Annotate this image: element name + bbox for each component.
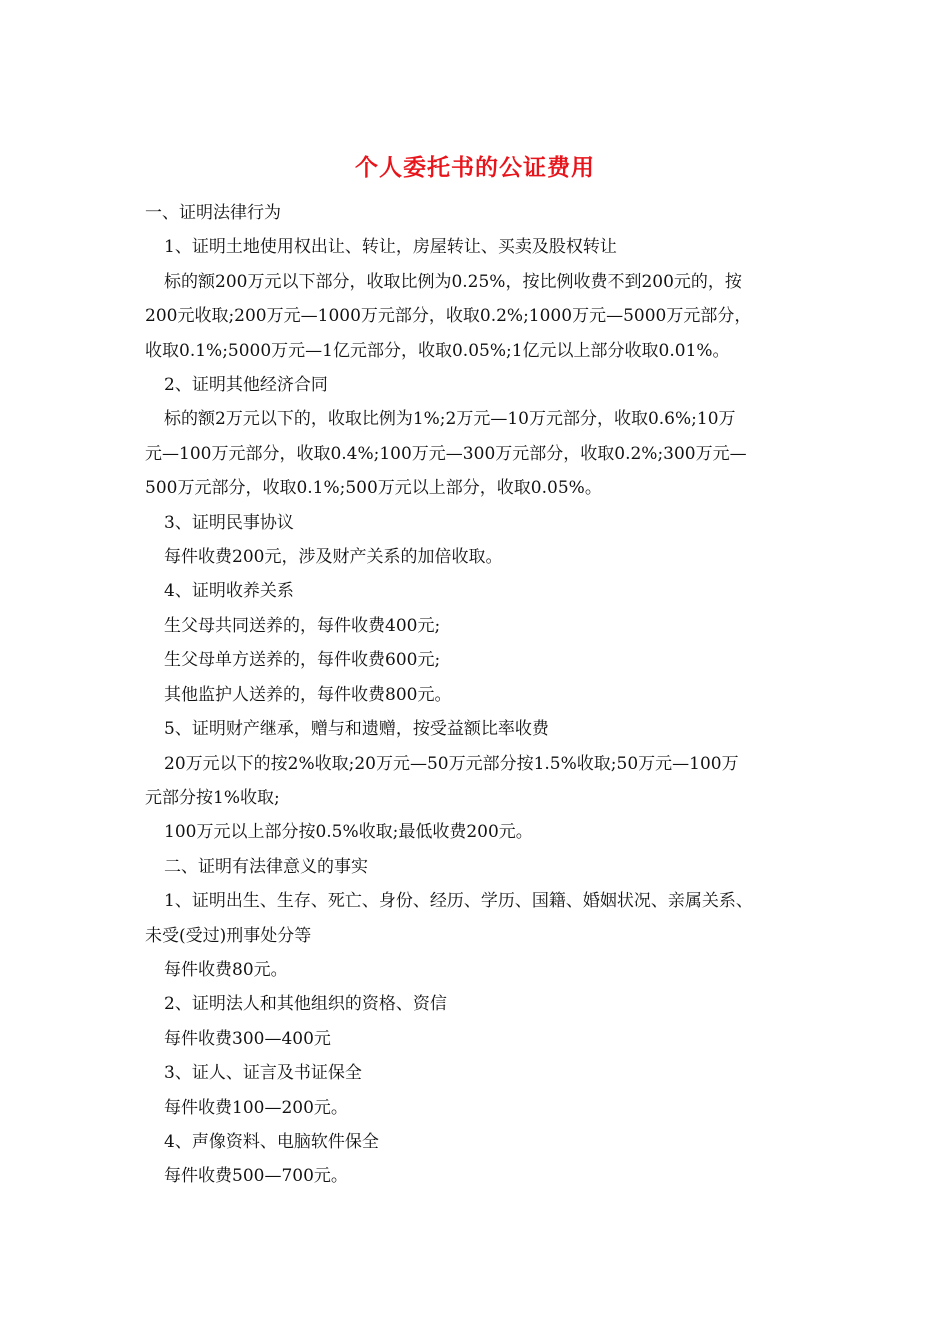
text-line: 元—100万元部分，收取0.4%;100万元—300万元部分，收取0.2%;300万元— bbox=[145, 443, 747, 464]
text-line: 1、证明出生、生存、死亡、身份、经历、学历、国籍、婚姻状况、亲属关系、 bbox=[164, 891, 753, 912]
text-line: 4、声像资料、电脑软件保全 bbox=[164, 1131, 379, 1152]
document-body bbox=[145, 196, 825, 1194]
text-line: 生父母单方送养的，每件收费600元; bbox=[164, 650, 441, 671]
text-line: 2、证明其他经济合同 bbox=[164, 375, 328, 396]
text-line: 200元收取;200万元—1000万元部分，收取0.2%;1000万元—5000万元部分， bbox=[145, 306, 752, 327]
text-line: 每件收费200元，涉及财产关系的加倍收取。 bbox=[164, 547, 503, 568]
text-line: 5、证明财产继承，赠与和遗赠，按受益额比率收费 bbox=[164, 719, 549, 740]
text-line: 每件收费80元。 bbox=[164, 959, 288, 980]
text-line: 每件收费500—700元。 bbox=[164, 1166, 348, 1187]
document-title: 个人委托书的公证费用 bbox=[355, 154, 595, 181]
text-line: 元部分按1%收取; bbox=[145, 787, 280, 808]
text-line: 其他监护人送养的，每件收费800元。 bbox=[164, 684, 452, 705]
text-line: 每件收费300—400元 bbox=[164, 1028, 331, 1049]
text-line: 3、证人、证言及书证保全 bbox=[164, 1063, 362, 1084]
text-line: 每件收费100—200元。 bbox=[164, 1097, 348, 1118]
text-line: 标的额2万元以下的，收取比例为1%;2万元—10万元部分，收取0.6%;10万 bbox=[164, 409, 736, 430]
text-line: 收取0.1%;5000万元—1亿元部分，收取0.05%;1亿元以上部分收取0.01%。 bbox=[145, 340, 730, 361]
text-line: 20万元以下的按2%收取;20万元—50万元部分按1.5%收取;50万元—100万 bbox=[164, 753, 739, 774]
text-line: 未受(受过)刑事处分等 bbox=[145, 925, 312, 946]
text-line: 标的额200万元以下部分，收取比例为0.25%，按比例收费不到200元的，按 bbox=[164, 271, 742, 292]
text-line: 3、证明民事协议 bbox=[164, 512, 294, 533]
text-line: 100万元以上部分按0.5%收取;最低收费200元。 bbox=[164, 822, 533, 843]
text-line: 2、证明法人和其他组织的资格、资信 bbox=[164, 994, 447, 1015]
text-line: 1、证明土地使用权出让、转让，房屋转让、买卖及股权转让 bbox=[164, 237, 617, 258]
text-line: 生父母共同送养的，每件收费400元; bbox=[164, 615, 441, 636]
text-line: 一、证明法律行为 bbox=[145, 203, 281, 223]
text-line: 4、证明收养关系 bbox=[164, 581, 294, 602]
text-line: 二、证明有法律意义的事实 bbox=[164, 856, 368, 877]
text-line: 500万元部分，收取0.1%;500万元以上部分，收取0.05%。 bbox=[145, 478, 602, 499]
